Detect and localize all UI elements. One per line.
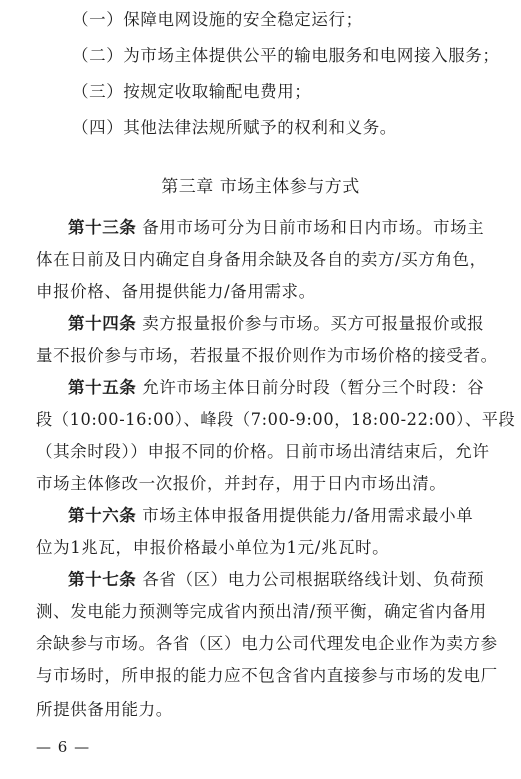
article-13-line-3: 申报价格、备用提供能力/备用需求。: [36, 282, 316, 301]
article-13-line-1: [68, 218, 484, 238]
article-17-line-3: 余缺参与市场。各省（区）电力公司代理发电企业作为卖方参: [36, 634, 498, 653]
article-14-line-2: 量不报价参与市场，若报量不报价则作为市场价格的接受者。: [36, 346, 498, 365]
article-17-line-5: 所提供备用能力。: [36, 700, 173, 719]
article-17-line-4: 与市场时，所申报的能力应不包含省内直接参与市场的发电厂: [36, 666, 498, 685]
article-16-line-2: 位为1兆瓦，申报价格最小单位为1元/兆瓦时。: [36, 538, 390, 557]
article-14-label: 第十四条: [68, 314, 137, 333]
article-17-line-2: 测、发电能力预测等完成省内预出清/预平衡，确定省内备用: [36, 602, 487, 621]
article-17-label: 第十七条: [68, 570, 137, 589]
article-14-text: 卖方报量报价参与市场。买方可报量报价或报: [142, 314, 485, 333]
chapter-title: 第三章 市场主体参与方式: [161, 177, 360, 197]
article-17-text: 各省（区）电力公司根据联络线计划、负荷预: [142, 570, 485, 589]
article-15-label: 第十五条: [68, 378, 137, 397]
page-number: — 6 —: [36, 738, 91, 756]
article-15-line-2: 段（10:00-16:00）、峰段（7:00-9:00，18:00-22:00）、平段: [36, 410, 516, 429]
article-15-line-3: （其余时段））申报不同的价格。日前市场出清结束后，允许: [36, 442, 490, 461]
list-item: （四）其他法律法规所赋予的权利和义务。: [72, 118, 397, 137]
article-13-line-2: 体在日前及日内确定自身备用余缺及各自的卖方/买方角色，: [36, 250, 487, 269]
article-13-label: 第十三条: [68, 218, 137, 237]
article-16-line-1: [68, 506, 473, 526]
article-16-text: 市场主体申报备用提供能力/备用需求最小单: [142, 506, 474, 525]
article-14-line-1: [68, 314, 484, 334]
article-16-label: 第十六条: [68, 506, 137, 525]
article-13-text: 备用市场可分为日前市场和日内市场。市场主: [142, 218, 485, 237]
article-17-line-1: [68, 570, 484, 590]
article-15-line-4: 市场主体修改一次报价，并封存，用于日内市场出清。: [36, 474, 447, 493]
list-item: （二）为市场主体提供公平的输电服务和电网接入服务；: [72, 46, 500, 65]
article-15-line-1: [68, 378, 484, 398]
list-item: （一）保障电网设施的安全稳定运行；: [72, 10, 363, 29]
article-15-text: 允许市场主体日前分时段（暂分三个时段：谷: [142, 378, 485, 397]
list-item: （三）按规定收取输配电费用；: [72, 82, 312, 101]
